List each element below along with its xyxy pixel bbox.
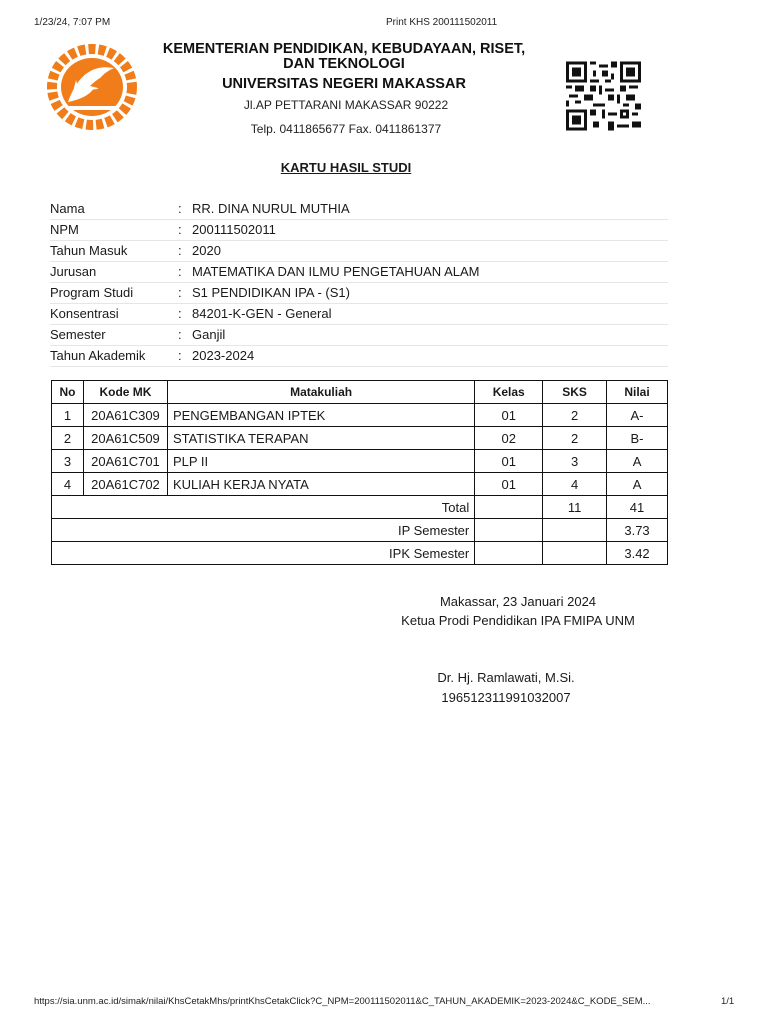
print-datetime: 1/23/24, 7:07 PM [34,17,111,28]
info-row-konsentrasi: Konsentrasi : 84201-K-GEN - General [50,304,668,325]
signature-nip: 196512311991032007 [441,690,571,705]
col-header-kode: Kode MK [83,381,167,404]
signature-name: Dr. Hj. Ramlawati, M.Si. [437,670,575,685]
header-ministry-line2: DAN TEKNOLOGI [283,56,405,72]
ipk-semester-row [52,542,668,565]
print-title: Print KHS 200111502011 [386,17,498,28]
header-address: Jl.AP PETTARANI MAKASSAR 90222 [243,98,449,112]
info-value: 2023-2024 [192,348,255,363]
info-row-semester: Semester : Ganjil [50,325,668,346]
cell-kelas: 01 [475,450,543,473]
table-row [52,450,668,473]
total-kelas-empty [475,496,543,519]
cell-nilai: B- [607,427,668,450]
ip-kelas-empty [475,519,543,542]
info-label: Nama [50,201,85,216]
cell-nilai: A [607,473,668,496]
col-header-nilai: Nilai [607,381,668,404]
signature-position: Ketua Prodi Pendidikan IPA FMIPA UNM [401,613,635,628]
document-title: KARTU HASIL STUDI [280,160,412,175]
student-info [50,199,668,367]
info-row-program-studi: Program Studi : S1 PENDIDIKAN IPA - (S1) [50,283,668,304]
ipk-semester-value: 3.42 [607,542,668,565]
table-row [52,404,668,427]
total-sks: 11 [543,496,607,519]
cell-sks: 4 [543,473,607,496]
info-value: RR. DINA NURUL MUTHIA [192,201,350,216]
ipk-kelas-empty [475,542,543,565]
print-page-indicator: 1/1 [721,996,735,1007]
info-label: Jurusan [50,264,97,279]
cell-sks: 2 [543,427,607,450]
cell-sks: 3 [543,450,607,473]
table-row [52,427,668,450]
info-value: S1 PENDIDIKAN IPA - (S1) [192,285,350,300]
info-value: 200111502011 [192,222,276,237]
info-label: Semester [50,327,106,342]
col-header-matakuliah: Matakuliah [167,381,474,404]
qr-code-icon [566,61,641,131]
cell-no: 1 [52,404,84,427]
cell-kode: 20A61C309 [83,404,167,427]
info-row-nama: Nama : RR. DINA NURUL MUTHIA [50,199,668,220]
info-row-jurusan: Jurusan : MATEMATIKA DAN ILMU PENGETAHUAN ALAM [50,262,668,283]
col-header-kelas: Kelas [475,381,543,404]
cell-nilai: A- [607,404,668,427]
ipk-semester-label: IPK Semester [52,542,475,565]
ipk-sks-empty [543,542,607,565]
cell-kelas: 01 [475,473,543,496]
info-value: MATEMATIKA DAN ILMU PENGETAHUAN ALAM [192,264,480,279]
print-footer-url: https://sia.unm.ac.id/simak/nilai/KhsCetakMhs/printKhsCetakClick?C_NPM=200111502011&C_TAHUN_AKADEMIK=2023-2024&C_KODE_SEM... [34,996,651,1007]
cell-kode: 20A61C701 [83,450,167,473]
ip-semester-row [52,519,668,542]
header-ministry-line1: KEMENTERIAN PENDIDIKAN, KEBUDAYAAN, RISET, [162,41,526,57]
col-header-sks: SKS [543,381,607,404]
cell-kelas: 02 [475,427,543,450]
cell-matakuliah: PENGEMBANGAN IPTEK [167,404,474,427]
cell-kode: 20A61C702 [83,473,167,496]
header-contact: Telp. 0411865677 Fax. 0411861377 [250,122,442,136]
info-row-tahun-akademik: Tahun Akademik : 2023-2024 [50,346,668,367]
grades-table [51,380,668,565]
info-value: 2020 [192,243,221,258]
info-row-npm: NPM : 200111502011 [50,220,668,241]
cell-sks: 2 [543,404,607,427]
header-university: UNIVERSITAS NEGERI MAKASSAR [222,76,466,92]
signature-place-date: Makassar, 23 Januari 2024 [439,594,597,609]
info-label: Program Studi [50,285,134,300]
table-header-row [52,381,668,404]
total-nilai: 41 [607,496,668,519]
cell-kelas: 01 [475,404,543,427]
total-row [52,496,668,519]
total-label: Total [52,496,475,519]
info-label: Konsentrasi [50,306,119,321]
ip-semester-value: 3.73 [607,519,668,542]
cell-matakuliah: STATISTIKA TERAPAN [167,427,474,450]
info-label: Tahun Akademik [50,348,146,363]
cell-matakuliah: PLP II [167,450,474,473]
table-row [52,473,668,496]
info-value: 84201-K-GEN - General [192,306,332,321]
info-value: Ganjil [192,327,226,342]
info-label: Tahun Masuk [50,243,128,258]
cell-no: 2 [52,427,84,450]
cell-no: 3 [52,450,84,473]
ip-semester-label: IP Semester [52,519,475,542]
cell-matakuliah: KULIAH KERJA NYATA [167,473,474,496]
info-row-tahun-masuk: Tahun Masuk : 2020 [50,241,668,262]
cell-nilai: A [607,450,668,473]
ip-sks-empty [543,519,607,542]
col-header-no: No [52,381,84,404]
info-label: NPM [50,222,79,237]
cell-kode: 20A61C509 [83,427,167,450]
cell-no: 4 [52,473,84,496]
